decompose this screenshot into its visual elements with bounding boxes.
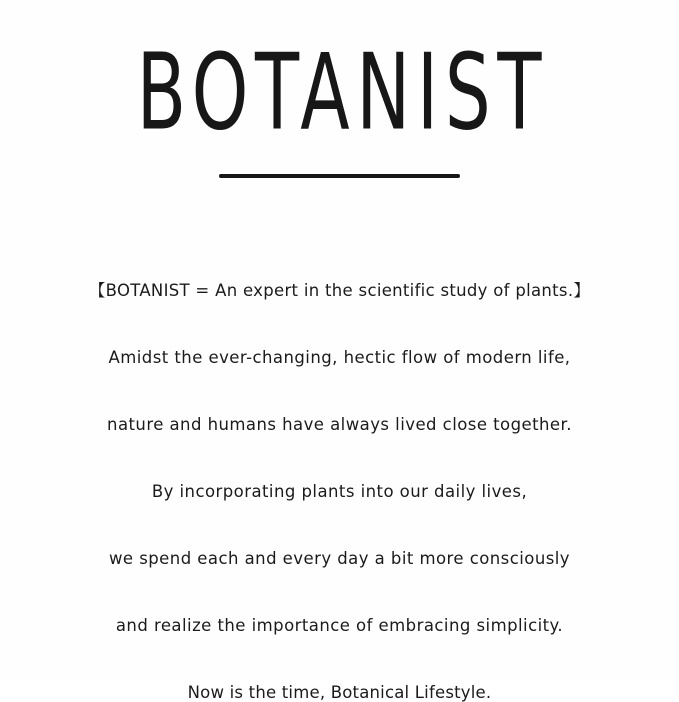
body-line: By incorporating plants into our daily lives, [151, 481, 528, 501]
closing-line: Now is the time, Botanical Lifestyle. [187, 682, 492, 702]
title-underline-divider [219, 174, 460, 178]
body-line: Amidst the ever-changing, hectic flow of modern life, [108, 347, 571, 367]
page-title: BOTANIST [137, 30, 549, 154]
body-line: we spend each and every day a bit more consciously [108, 548, 571, 568]
body-line: nature and humans have always lived close together. [107, 414, 572, 434]
brand-block [119, 30, 559, 178]
definition-line: 【BOTANIST = An expert in the scientific study of plants.】 [88, 280, 591, 300]
body-line: and realize the importance of embracing simplicity. [115, 615, 564, 635]
body-copy [0, 266, 679, 701]
